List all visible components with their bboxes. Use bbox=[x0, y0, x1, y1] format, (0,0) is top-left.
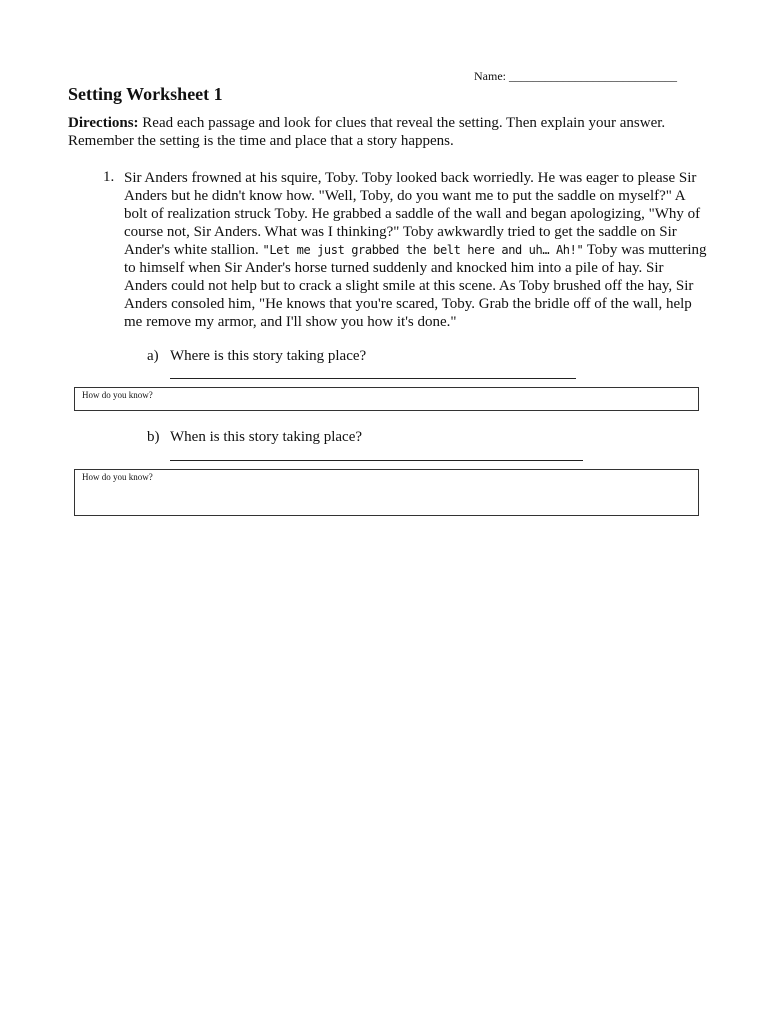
sub-question-letter: b) bbox=[147, 429, 160, 445]
passage-handwritten-text: "Let me just grabbed the belt here and uh… Ah!" bbox=[262, 243, 584, 257]
how-do-you-know-box-b[interactable] bbox=[74, 469, 699, 516]
how-do-you-know-box-a[interactable] bbox=[74, 387, 699, 411]
directions bbox=[68, 114, 708, 150]
worksheet-title: Setting Worksheet 1 bbox=[68, 84, 223, 104]
passage-text-part1: Sir Anders frowned at his squire, Toby. Toby looked back worriedly. He was eager to please Sir Anders but he didn't know how. "Well, Toby, do you want me to put the saddle on myself?" A bolt of realization struck Toby. He grabbed a saddle of the wall and began apologizing, "Why of course not, Sir Anders. What was I thinking?" Toby awkwardly tried to get the saddle on Sir Ander's white stallion. bbox=[124, 170, 701, 258]
directions-text: Read each passage and look for clues that reveal the setting. Then explain your answer. Remember the setting is the time and place that a story happens. bbox=[68, 115, 666, 149]
story-passage bbox=[124, 169, 708, 331]
directions-label: Directions: bbox=[68, 115, 139, 131]
how-do-you-know-label: How do you know? bbox=[82, 472, 153, 482]
sub-question-a bbox=[147, 348, 366, 365]
sub-question-b bbox=[147, 429, 362, 446]
sub-question-text: When is this story taking place? bbox=[170, 429, 363, 445]
question-number: 1. bbox=[103, 169, 115, 185]
passage-text-part2: Toby was muttering to himself when Sir Ander's horse turned suddenly and knocked him into a pile of hay. Sir Anders could not help but to crack a slight smile at this scene. As Toby brushed off the hay, Sir Anders consoled him, "He knows that you're scared, Toby. Grab the bridle off of the wall, help me remove my armor, and I'll show you how it's done." bbox=[124, 242, 707, 330]
sub-question-text: Where is this story taking place? bbox=[170, 348, 367, 364]
name-field-line[interactable]: Name: ____________________________ bbox=[474, 69, 677, 83]
answer-line-a[interactable] bbox=[170, 378, 576, 379]
answer-line-b[interactable] bbox=[170, 460, 583, 461]
how-do-you-know-label: How do you know? bbox=[82, 390, 153, 400]
sub-question-letter: a) bbox=[147, 348, 159, 364]
